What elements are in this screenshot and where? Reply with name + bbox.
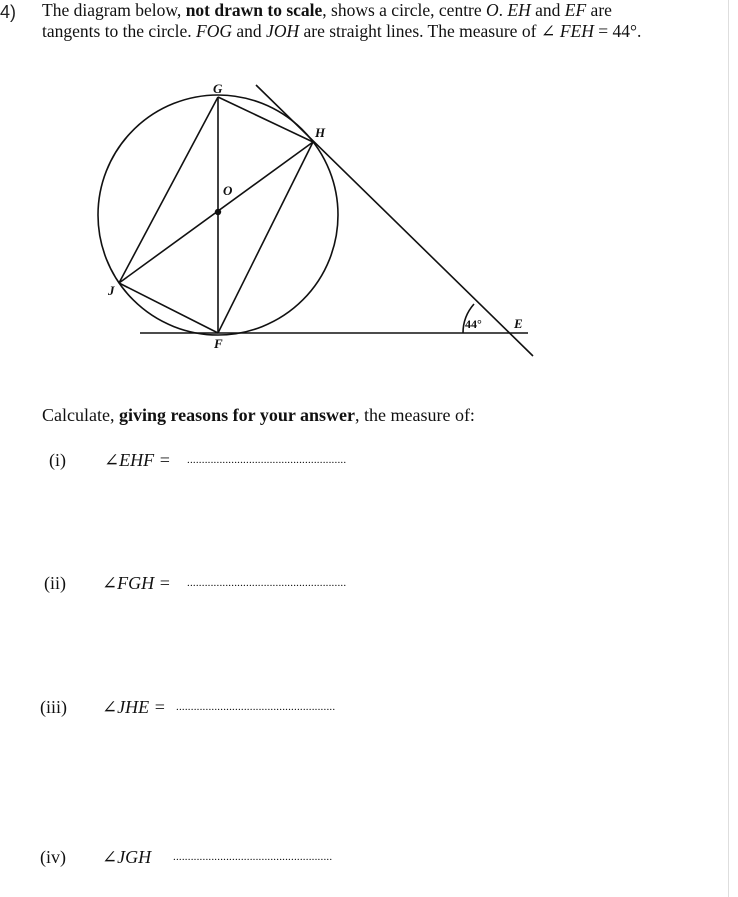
part-number: (iii) (40, 697, 67, 717)
part-angle: ∠FGH = (102, 573, 171, 593)
part-number: (ii) (44, 573, 66, 593)
part-number: (i) (49, 450, 66, 470)
label-e: E (514, 316, 523, 331)
tangent-line-eh (256, 85, 533, 356)
part-ii (44, 573, 347, 594)
chord-gh (218, 97, 313, 142)
chord-gj (119, 97, 218, 283)
part-angle: ∠EHF = (104, 450, 171, 470)
part-i (49, 450, 347, 471)
part-angle: ∠JHE = (102, 697, 166, 717)
calculation-instruction: Calculate, giving reasons for your answer, the measure of: (42, 405, 475, 425)
centre-point-o (215, 209, 221, 215)
chord-jf (119, 283, 218, 333)
label-g: G (213, 81, 223, 96)
answer-line[interactable]: ...................................................... (187, 577, 347, 589)
part-iv (40, 847, 333, 868)
question-number: 4) (0, 2, 17, 22)
part-iii (40, 697, 336, 718)
label-o: O (223, 183, 233, 198)
not-to-scale-emphasis: not drawn to scale (185, 0, 323, 20)
angle-label-feh: 44° (465, 317, 482, 331)
answer-line[interactable]: ...................................................... (187, 454, 347, 466)
answer-line[interactable]: ...................................................... (173, 851, 333, 863)
label-f: F (214, 336, 223, 351)
answer-line[interactable]: ...................................................... (176, 701, 336, 713)
label-h: H (315, 125, 326, 140)
part-angle: ∠JGH (102, 847, 152, 867)
label-j: J (108, 283, 115, 298)
part-number: (iv) (40, 847, 66, 867)
question-intro: The diagram below, not drawn to scale, shows a circle, centre O. EH and EF are tangents to the circle. FOG and JOH are straight lines. The measure of ∠ FEH = 44°. (42, 0, 642, 41)
